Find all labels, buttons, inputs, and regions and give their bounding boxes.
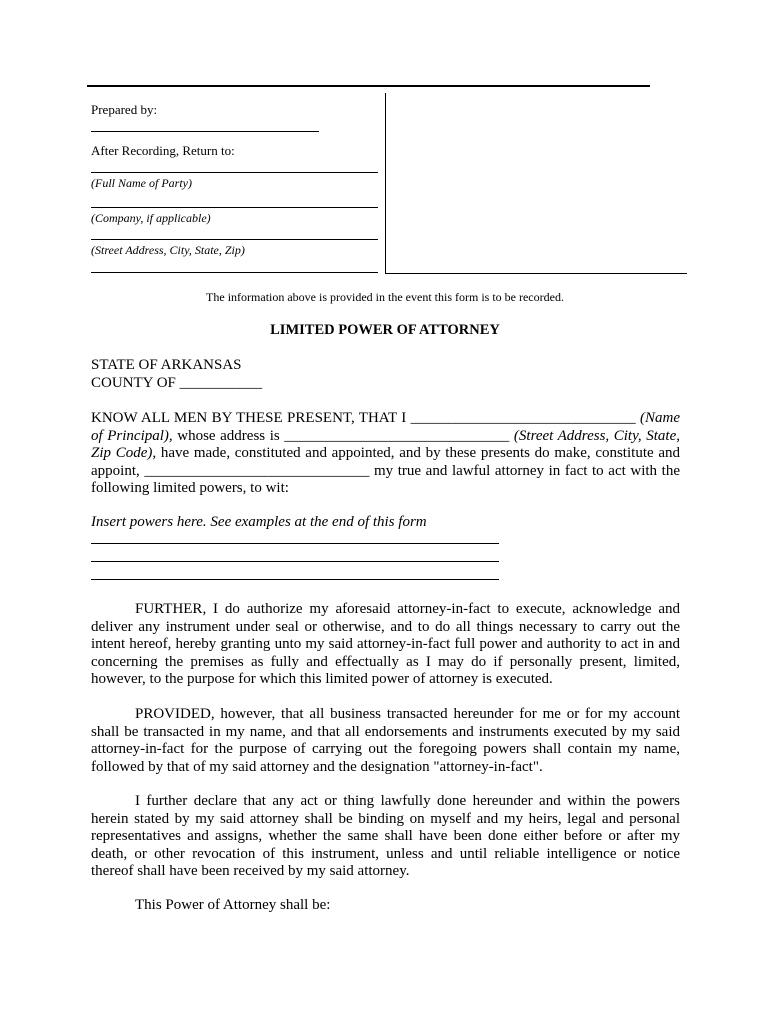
know-all-men-paragraph bbox=[91, 410, 680, 498]
principal-address-caption: (Street Address, City, State, Zip Code), bbox=[91, 427, 681, 461]
address-caption: (Street Address, City, State, Zip) bbox=[91, 243, 245, 257]
top-rule bbox=[87, 85, 650, 87]
document-title: LIMITED POWER OF ATTORNEY bbox=[270, 322, 500, 338]
provided-paragraph: PROVIDED, however, that all business transacted hereunder for me or for my account shall be transacted in my name, and that all endorsements and instruments executed by my said attorney-in-fact for the purpose of carrying out the foregoing powers shall contain my name, followed by that of my said attorney and the designation "attorney-in-fact". bbox=[91, 706, 680, 775]
shall-be-paragraph: This Power of Attorney shall be: bbox=[135, 897, 331, 913]
recording-box-bottom-right-line bbox=[385, 273, 687, 274]
recording-notice: The information above is provided in the event this form is to be recorded. bbox=[206, 290, 564, 304]
full-name-line bbox=[91, 172, 378, 173]
prepared-by-line bbox=[91, 131, 319, 132]
know-mid: whose address is ______________________________ bbox=[172, 427, 514, 444]
after-recording-label: After Recording, Return to: bbox=[91, 143, 235, 158]
further-paragraph: FURTHER, I do authorize my aforesaid attorney-in-fact to execute, acknowledge and deliver any instrument under seal or otherwise, and to do all things necessary to carry out the intent hereof, hereby granting unto my said attorney-in-fact full power and authority to act in and concerning the premises as fully and effectually as I may do if personally present, limited, however, to the purpose for which this limited power of attorney is executed. bbox=[91, 601, 680, 687]
declare-paragraph: I further declare that any act or thing lawfully done hereunder and within the powers herein stated by my said attorney shall be binding on myself and my heirs, legal and personal representatives and assigns, whether the same shall have been done either before or after my death, or other revocation of this instrument, unless and until reliable intelligence or notice thereof shall have been received by my said attorney. bbox=[91, 793, 680, 879]
powers-line-2 bbox=[91, 561, 499, 562]
full-name-caption: (Full Name of Party) bbox=[91, 176, 192, 190]
prepared-by-label: Prepared by: bbox=[91, 102, 158, 117]
bottom-left-line bbox=[91, 272, 378, 273]
powers-line-3 bbox=[91, 579, 499, 580]
powers-line-1 bbox=[91, 543, 499, 544]
company-caption: (Company, if applicable) bbox=[91, 211, 211, 225]
know-rest: have made, constituted and appointed, and by these presents do make, constitute and appoint, ______________________________ my true and lawful attorney in fact to act with the following limited powers, to wit: bbox=[91, 445, 680, 496]
county-line: COUNTY OF ___________ bbox=[91, 375, 263, 391]
know-line-start: KNOW ALL MEN BY THESE PRESENT, THAT I ______________________________ bbox=[91, 410, 636, 426]
principal-name-caption: (Name of Principal), bbox=[91, 410, 681, 444]
company-line bbox=[91, 207, 378, 208]
recording-box-divider bbox=[385, 93, 386, 274]
insert-powers-instruction: Insert powers here. See examples at the end of this form bbox=[91, 514, 427, 530]
state-line: STATE OF ARKANSAS bbox=[91, 357, 242, 373]
address-line bbox=[91, 239, 378, 240]
